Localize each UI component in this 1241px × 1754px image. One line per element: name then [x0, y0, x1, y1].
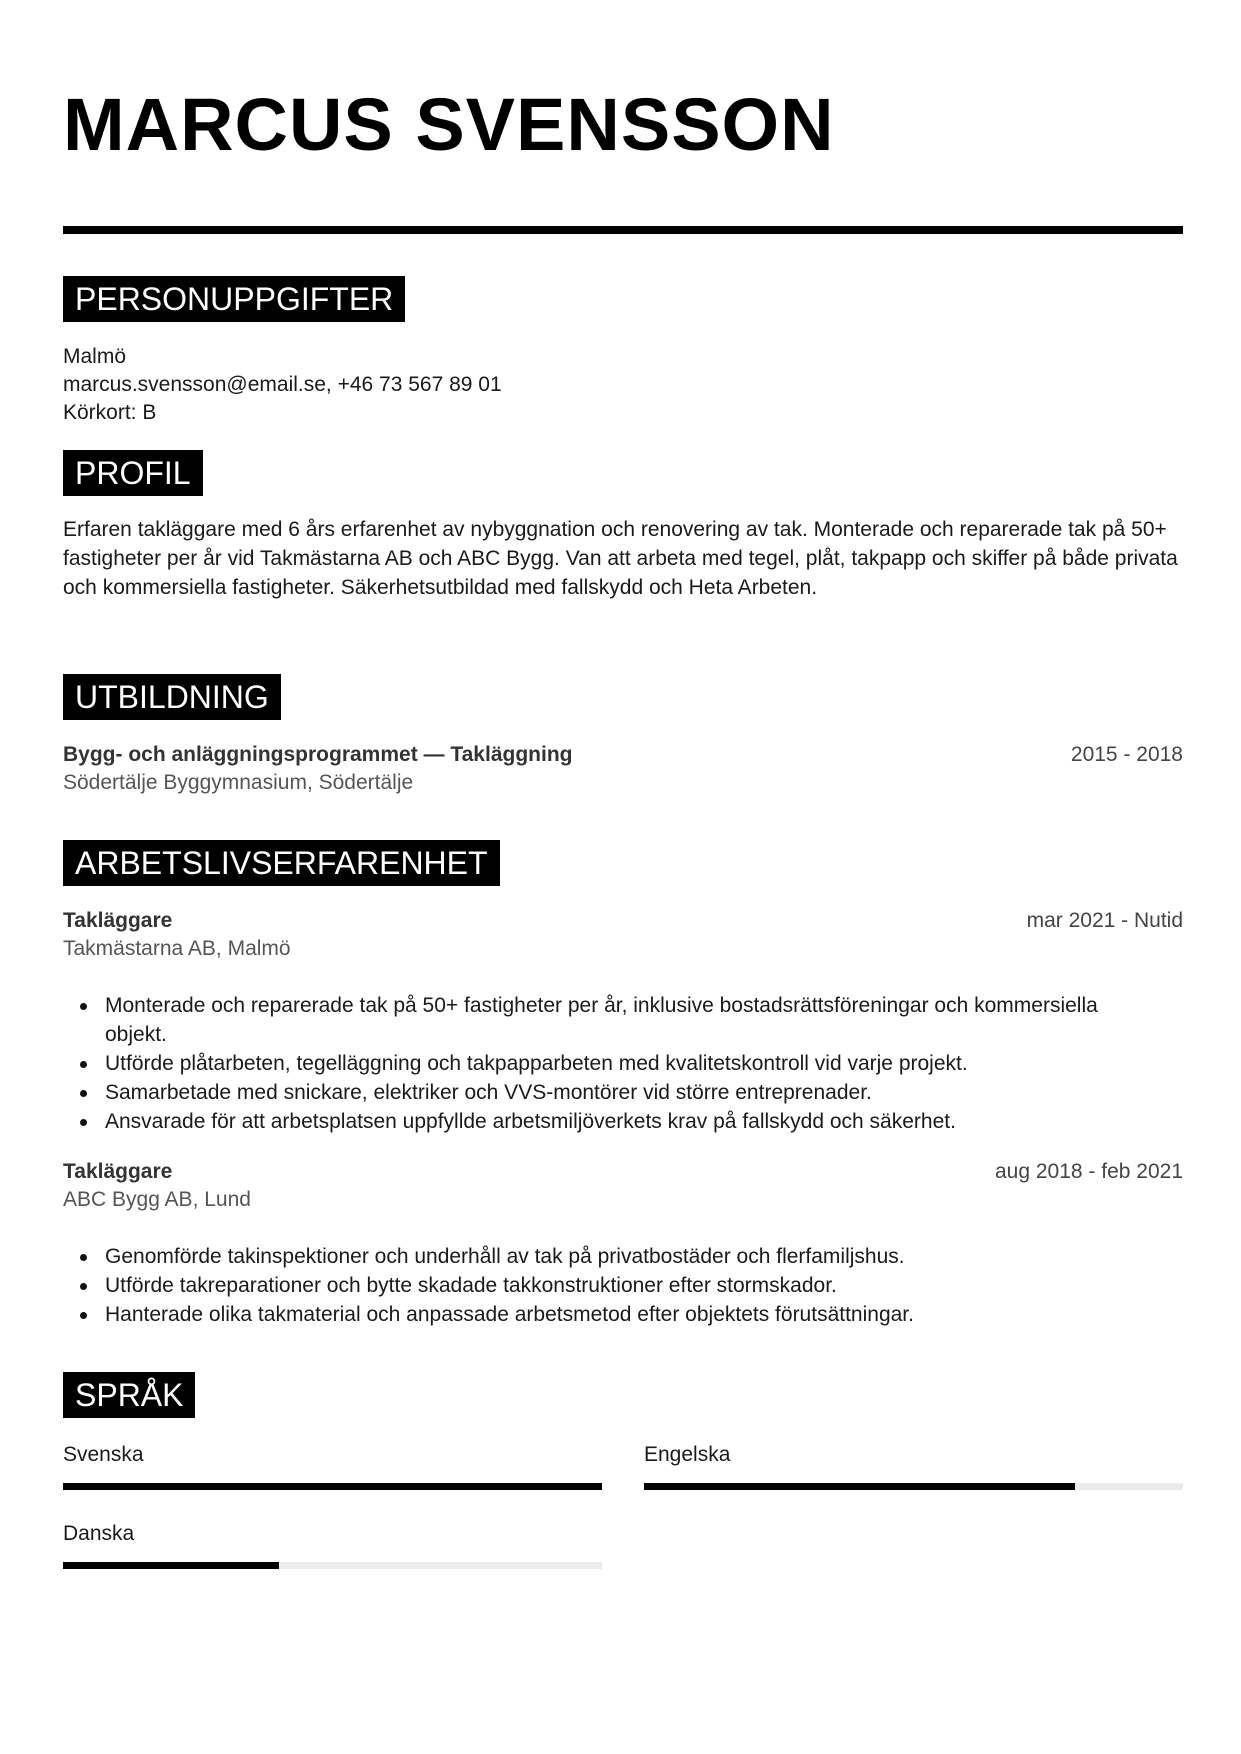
language-level-track	[63, 1562, 602, 1569]
job-bullet: Ansvarade för att arbetsplatsen uppfyllde arbetsmiljöverkets krav på fallskydd och säkerhet.	[105, 1107, 1225, 1136]
education-school: Södertälje Byggymnasium, Södertälje	[63, 771, 414, 794]
section-heading-profile: PROFIL	[63, 450, 203, 496]
language-item	[63, 1440, 602, 1490]
job-row	[63, 1157, 1183, 1186]
resume-page	[63, 0, 1183, 1545]
language-level-track	[63, 1483, 602, 1490]
language-level-track	[644, 1483, 1183, 1490]
job-title: Takläggare	[63, 1160, 173, 1183]
language-level-fill	[63, 1562, 279, 1569]
language-name: Svenska	[63, 1443, 144, 1466]
education-title: Bygg- och anläggningsprogrammet — Takläggning	[63, 743, 573, 766]
section-heading-experience: ARBETSLIVSERFARENHET	[63, 840, 500, 886]
job-company: Takmästarna AB, Malmö	[63, 937, 291, 960]
job-bullet: Genomförde takinspektioner och underhåll av tak på privatbostäder och flerfamiljshus.	[105, 1242, 1225, 1271]
job-bullet: Utförde takreparationer och bytte skadade takkonstruktioner efter stormskador.	[105, 1271, 1225, 1300]
job-bullet: Utförde plåtarbeten, tegelläggning och takpapparbeten med kvalitetskontroll vid varje projekt.	[105, 1049, 1225, 1078]
section-heading-education: UTBILDNING	[63, 674, 281, 720]
personal-city: Malmö	[63, 345, 127, 368]
section-heading-languages: SPRÅK	[63, 1372, 195, 1418]
job-title: Takläggare	[63, 909, 173, 932]
job-dates: aug 2018 - feb 2021	[995, 1160, 1183, 1183]
job-bullet: Hanterade olika takmaterial och anpassade arbetsmetod efter objektets förutsättningar.	[105, 1300, 1225, 1329]
education-row	[63, 740, 1183, 769]
language-name: Engelska	[644, 1443, 731, 1466]
language-name: Danska	[63, 1522, 135, 1545]
job-company: ABC Bygg AB, Lund	[63, 1188, 251, 1211]
job-bullet: Samarbetade med snickare, elektriker och VVS-montörer vid större entreprenader.	[105, 1078, 1225, 1107]
job-bullet-list	[63, 1242, 1225, 1329]
language-item	[63, 1519, 602, 1569]
candidate-name: MARCUS SVENSSON	[63, 83, 835, 166]
job-bullet: Monterade och reparerade tak på 50+ fastigheter per år, inklusive bostadsrättsföreningar och kommersiella objekt.	[105, 991, 1225, 1049]
language-level-fill	[63, 1483, 602, 1490]
education-dates: 2015 - 2018	[1070, 743, 1183, 766]
job-row	[63, 906, 1183, 935]
language-level-fill	[644, 1483, 1075, 1490]
profile-text: Erfaren takläggare med 6 års erfarenhet av nybyggnation och renovering av tak. Monterade och reparerade tak på 50+ fastigheter per år vid Takmästarna AB och ABC Bygg. Van att arbeta med tegel, plåt, takpapp och skiffer på både privata och kommersiella fastigheter. Säkerhetsutbildad med fallskydd och Heta Arbeten.	[63, 518, 1178, 599]
job-bullet-list	[63, 991, 1225, 1136]
personal-license: Körkort: B	[63, 401, 157, 424]
section-heading-personal: PERSONUPPGIFTER	[63, 276, 405, 322]
job-dates: mar 2021 - Nutid	[1026, 909, 1183, 932]
header-divider	[63, 226, 1183, 234]
language-item	[644, 1440, 1183, 1490]
personal-contact: marcus.svensson@email.se, +46 73 567 89 01	[63, 373, 502, 396]
